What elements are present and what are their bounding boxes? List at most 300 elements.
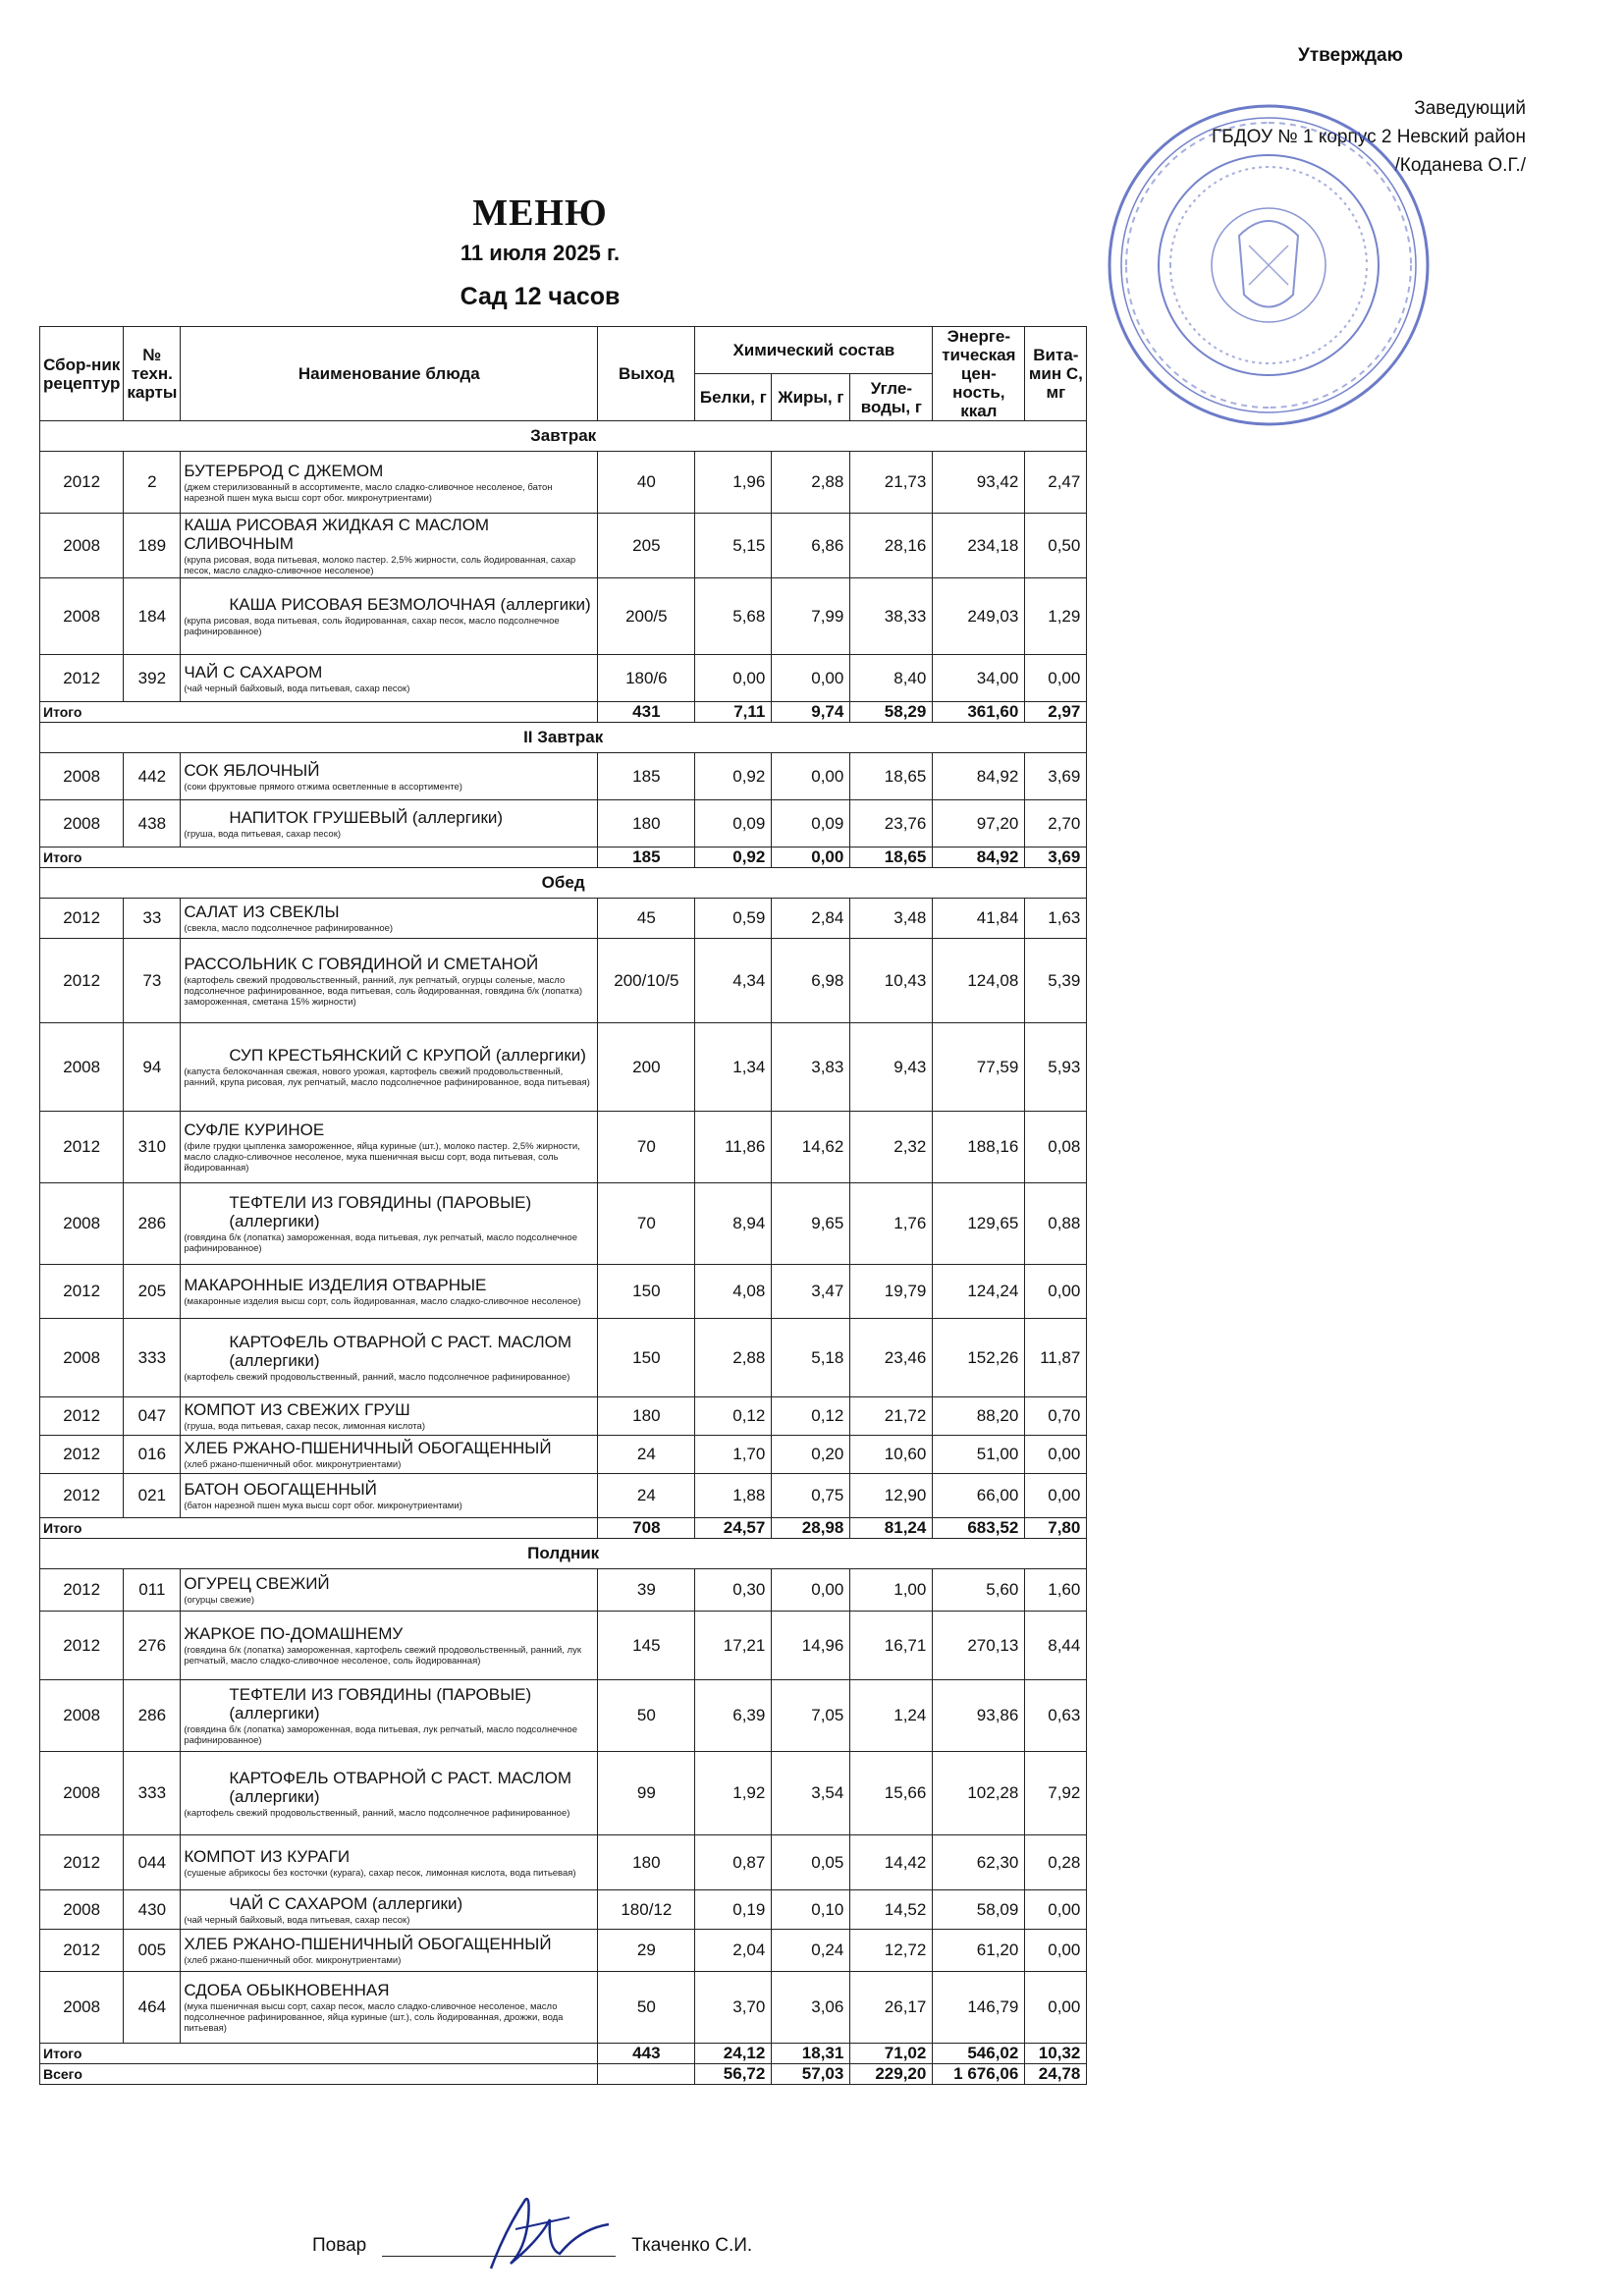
cell-collection: 2012 xyxy=(40,1436,124,1474)
section-title: Завтрак xyxy=(40,421,1087,452)
cell-output: 200/10/5 xyxy=(598,939,695,1023)
cell-dish xyxy=(181,1569,598,1612)
table-row xyxy=(40,514,1087,578)
cell-carbs: 28,16 xyxy=(850,514,933,578)
cell-carbs: 21,73 xyxy=(850,452,933,514)
table-row xyxy=(40,1972,1087,2044)
cell-fat: 2,88 xyxy=(772,452,850,514)
cell-vitamin-c: 0,00 xyxy=(1025,1930,1087,1972)
dish-name: СОК ЯБЛОЧНЫЙ xyxy=(184,760,320,780)
cell-dish xyxy=(181,655,598,702)
grand-total-fat: 57,03 xyxy=(772,2064,850,2085)
dish-ingredients: (капуста белокочанная свежая, нового урожая, картофель свежий продовольственный, ранний, крупа рисовая, лук репчатый, масло подсолнечное рафинированное, вода питьевая) xyxy=(184,1066,590,1088)
cell-carbs: 1,00 xyxy=(850,1569,933,1612)
cell-collection: 2008 xyxy=(40,1972,124,2044)
dish-ingredients: (говядина б/к (лопатка) замороженная, вода питьевая, лук репчатый, масло подсолнечное рафинированное) xyxy=(184,1232,577,1254)
cell-card: 442 xyxy=(124,753,181,800)
dish-ingredients: (говядина б/к (лопатка) замороженная, вода питьевая, лук репчатый, масло подсолнечное рафинированное) xyxy=(184,1724,577,1746)
cell-energy: 58,09 xyxy=(933,1890,1025,1930)
dish-name: ТЕФТЕЛИ ИЗ ГОВЯДИНЫ (ПАРОВЫЕ) (аллергики) xyxy=(229,1193,532,1230)
menu-table-body xyxy=(40,327,1087,2085)
cell-protein: 0,87 xyxy=(695,1835,772,1890)
cell-collection: 2008 xyxy=(40,1183,124,1265)
dish-name: КОМПОТ ИЗ КУРАГИ xyxy=(184,1846,351,1866)
section-title: Полдник xyxy=(40,1539,1087,1569)
cell-carbs: 12,90 xyxy=(850,1474,933,1518)
table-header-row xyxy=(40,327,1087,374)
cell-protein: 8,94 xyxy=(695,1183,772,1265)
cell-vitamin-c: 2,70 xyxy=(1025,800,1087,847)
cell-protein: 0,92 xyxy=(695,753,772,800)
cell-dish xyxy=(181,1680,598,1752)
cell-output: 24 xyxy=(598,1474,695,1518)
cell-vitamin-c: 0,00 xyxy=(1025,655,1087,702)
dish-ingredients: (сушеные абрикосы без косточки (курага), сахар песок, лимонная кислота, вода питьевая) xyxy=(184,1867,576,1879)
col-collection-header: Сбор-ник рецептур xyxy=(40,327,124,421)
menu-date: 11 июля 2025 г. xyxy=(460,241,621,265)
total-fat: 28,98 xyxy=(772,1518,850,1539)
cell-fat: 3,06 xyxy=(772,1972,850,2044)
total-protein: 24,12 xyxy=(695,2044,772,2064)
cell-output: 180 xyxy=(598,1835,695,1890)
cell-collection: 2008 xyxy=(40,1752,124,1835)
cell-fat: 0,10 xyxy=(772,1890,850,1930)
cell-vitamin-c: 0,00 xyxy=(1025,1436,1087,1474)
cell-dish xyxy=(181,1183,598,1265)
dish-ingredients: (груша, вода питьевая, сахар песок, лимонная кислота) xyxy=(184,1421,425,1432)
total-vitamin-c: 7,80 xyxy=(1025,1518,1087,1539)
section-header-row xyxy=(40,421,1087,452)
total-row xyxy=(40,847,1087,868)
dish-ingredients: (макаронные изделия высш сорт, соль йодированная, масло сладко-сливочное несоленое) xyxy=(184,1296,581,1307)
cell-vitamin-c: 1,63 xyxy=(1025,899,1087,939)
cell-fat: 3,47 xyxy=(772,1265,850,1319)
approve-label: Утверждаю xyxy=(1298,45,1403,66)
table-row xyxy=(40,1112,1087,1183)
cell-vitamin-c: 0,88 xyxy=(1025,1183,1087,1265)
table-row xyxy=(40,578,1087,655)
cell-card: 286 xyxy=(124,1680,181,1752)
cell-fat: 14,96 xyxy=(772,1612,850,1680)
dish-name: ХЛЕБ РЖАНО-ПШЕНИЧНЫЙ ОБОГАЩЕННЫЙ xyxy=(184,1439,552,1457)
grand-total-row xyxy=(40,2064,1087,2085)
cell-output: 40 xyxy=(598,452,695,514)
cell-energy: 249,03 xyxy=(933,578,1025,655)
cell-output: 24 xyxy=(598,1436,695,1474)
table-row xyxy=(40,1023,1087,1112)
cell-collection: 2008 xyxy=(40,578,124,655)
dish-name: ЧАЙ С САХАРОМ xyxy=(184,662,323,682)
cell-carbs: 1,24 xyxy=(850,1680,933,1752)
dish-name: ЧАЙ С САХАРОМ (аллергики) xyxy=(229,1893,463,1913)
col-card-header: № техн. карты xyxy=(124,327,181,421)
cell-carbs: 21,72 xyxy=(850,1397,933,1436)
table-row xyxy=(40,800,1087,847)
total-fat: 9,74 xyxy=(772,702,850,723)
total-protein: 7,11 xyxy=(695,702,772,723)
cell-vitamin-c: 5,39 xyxy=(1025,939,1087,1023)
total-protein: 0,92 xyxy=(695,847,772,868)
table-row xyxy=(40,655,1087,702)
handwritten-signature-image xyxy=(471,2190,619,2278)
total-carbs: 81,24 xyxy=(850,1518,933,1539)
cell-fat: 7,99 xyxy=(772,578,850,655)
cell-card: 73 xyxy=(124,939,181,1023)
cell-card: 286 xyxy=(124,1183,181,1265)
cell-collection: 2008 xyxy=(40,514,124,578)
total-label: Итого xyxy=(40,1518,598,1539)
dish-name: ТЕФТЕЛИ ИЗ ГОВЯДИНЫ (ПАРОВЫЕ) (аллергики) xyxy=(229,1685,532,1722)
cell-output: 99 xyxy=(598,1752,695,1835)
approver-name: /Коданева О.Г./ xyxy=(1394,155,1526,176)
cell-output: 39 xyxy=(598,1569,695,1612)
dish-ingredients: (картофель свежий продовольственный, ранний, лук репчатый, огурцы соленые, масло подсолнечное рафинированное, вода питьевая, соль йодированная, говядина б/к (лопатка) замороженная, сметана 15% жирности) xyxy=(184,974,583,1008)
dish-name: БАТОН ОБОГАЩЕННЫЙ xyxy=(184,1480,377,1499)
total-label: Итого xyxy=(40,702,598,723)
cell-energy: 5,60 xyxy=(933,1569,1025,1612)
section-header-row xyxy=(40,1539,1087,1569)
table-row xyxy=(40,1436,1087,1474)
cell-vitamin-c: 0,00 xyxy=(1025,1890,1087,1930)
total-row xyxy=(40,702,1087,723)
cell-fat: 0,00 xyxy=(772,655,850,702)
cell-card: 333 xyxy=(124,1319,181,1397)
cell-output: 180/6 xyxy=(598,655,695,702)
dish-name: КАРТОФЕЛЬ ОТВАРНОЙ С РАСТ. МАСЛОМ (аллергики) xyxy=(229,1333,572,1370)
cell-output: 50 xyxy=(598,1972,695,2044)
cell-carbs: 12,72 xyxy=(850,1930,933,1972)
cell-collection: 2012 xyxy=(40,1397,124,1436)
cell-fat: 5,18 xyxy=(772,1319,850,1397)
cell-output: 185 xyxy=(598,753,695,800)
total-row xyxy=(40,1518,1087,1539)
table-row xyxy=(40,1835,1087,1890)
col-chem-header: Химический состав xyxy=(695,327,933,374)
cell-vitamin-c: 11,87 xyxy=(1025,1319,1087,1397)
cell-protein: 17,21 xyxy=(695,1612,772,1680)
dish-ingredients: (свекла, масло подсолнечное рафинированное) xyxy=(184,923,394,934)
section-title: Обед xyxy=(40,868,1087,899)
cell-vitamin-c: 0,00 xyxy=(1025,1972,1087,2044)
cell-output: 70 xyxy=(598,1183,695,1265)
cell-carbs: 2,32 xyxy=(850,1112,933,1183)
table-row xyxy=(40,1183,1087,1265)
cell-dish xyxy=(181,1612,598,1680)
dish-ingredients: (огурцы свежие) xyxy=(184,1595,255,1606)
cell-energy: 124,24 xyxy=(933,1265,1025,1319)
dish-name: НАПИТОК ГРУШЕВЫЙ (аллергики) xyxy=(229,807,504,827)
dish-name: ОГУРЕЦ СВЕЖИЙ xyxy=(184,1574,330,1593)
col-name-header: Наименование блюда xyxy=(181,327,598,421)
grand-total-output xyxy=(598,2064,695,2085)
dish-name: СДОБА ОБЫКНОВЕННАЯ xyxy=(184,1981,390,1999)
cell-collection: 2012 xyxy=(40,452,124,514)
cell-carbs: 1,76 xyxy=(850,1183,933,1265)
cell-vitamin-c: 8,44 xyxy=(1025,1612,1087,1680)
cell-energy: 66,00 xyxy=(933,1474,1025,1518)
cell-protein: 0,12 xyxy=(695,1397,772,1436)
cell-energy: 102,28 xyxy=(933,1752,1025,1835)
cell-card: 333 xyxy=(124,1752,181,1835)
dish-name: МАКАРОННЫЕ ИЗДЕЛИЯ ОТВАРНЫЕ xyxy=(184,1276,487,1294)
cell-collection: 2012 xyxy=(40,1930,124,1972)
cell-vitamin-c: 0,70 xyxy=(1025,1397,1087,1436)
col-carb-header: Угле-воды, г xyxy=(850,374,933,421)
cell-dish xyxy=(181,1397,598,1436)
total-output: 708 xyxy=(598,1518,695,1539)
cell-collection: 2008 xyxy=(40,1023,124,1112)
cell-energy: 77,59 xyxy=(933,1023,1025,1112)
cell-fat: 6,98 xyxy=(772,939,850,1023)
cell-vitamin-c: 0,28 xyxy=(1025,1835,1087,1890)
cell-output: 180 xyxy=(598,800,695,847)
cell-protein: 4,08 xyxy=(695,1265,772,1319)
total-energy: 683,52 xyxy=(933,1518,1025,1539)
cell-protein: 11,86 xyxy=(695,1112,772,1183)
grand-total-carbs: 229,20 xyxy=(850,2064,933,2085)
cell-collection: 2008 xyxy=(40,1890,124,1930)
section-header-row xyxy=(40,868,1087,899)
cell-protein: 1,92 xyxy=(695,1752,772,1835)
grand-total-protein: 56,72 xyxy=(695,2064,772,2085)
cell-output: 145 xyxy=(598,1612,695,1680)
cell-dish xyxy=(181,1752,598,1835)
cell-card: 044 xyxy=(124,1835,181,1890)
cell-vitamin-c: 0,08 xyxy=(1025,1112,1087,1183)
cell-protein: 0,09 xyxy=(695,800,772,847)
cell-carbs: 18,65 xyxy=(850,753,933,800)
dish-name: БУТЕРБРОД С ДЖЕМОМ xyxy=(184,461,384,480)
cell-dish xyxy=(181,578,598,655)
cell-energy: 61,20 xyxy=(933,1930,1025,1972)
cell-dish xyxy=(181,753,598,800)
cell-vitamin-c: 3,69 xyxy=(1025,753,1087,800)
cell-fat: 0,24 xyxy=(772,1930,850,1972)
cell-vitamin-c: 5,93 xyxy=(1025,1023,1087,1112)
cell-collection: 2012 xyxy=(40,899,124,939)
cell-output: 180/12 xyxy=(598,1890,695,1930)
table-row xyxy=(40,899,1087,939)
cell-dish xyxy=(181,1265,598,1319)
total-vitamin-c: 2,97 xyxy=(1025,702,1087,723)
cell-carbs: 26,17 xyxy=(850,1972,933,2044)
cell-energy: 129,65 xyxy=(933,1183,1025,1265)
cell-fat: 0,12 xyxy=(772,1397,850,1436)
cell-protein: 0,30 xyxy=(695,1569,772,1612)
cell-dish xyxy=(181,1319,598,1397)
cell-card: 438 xyxy=(124,800,181,847)
cell-output: 29 xyxy=(598,1930,695,1972)
cell-collection: 2012 xyxy=(40,1835,124,1890)
cell-protein: 5,68 xyxy=(695,578,772,655)
total-energy: 84,92 xyxy=(933,847,1025,868)
dish-ingredients: (хлеб ржано-пшеничный обог. микронутриентами) xyxy=(184,1459,402,1470)
cell-carbs: 10,43 xyxy=(850,939,933,1023)
cell-vitamin-c: 0,00 xyxy=(1025,1265,1087,1319)
cell-card: 33 xyxy=(124,899,181,939)
total-label: Итого xyxy=(40,2044,598,2064)
total-output: 443 xyxy=(598,2044,695,2064)
dish-ingredients: (джем стерилизованный в ассортименте, масло сладко-сливочное несоленое, батон нарезной пшен мука высш сорт обог. микронутриентами) xyxy=(184,481,553,504)
cell-energy: 188,16 xyxy=(933,1112,1025,1183)
table-row xyxy=(40,452,1087,514)
cell-carbs: 9,43 xyxy=(850,1023,933,1112)
cell-protein: 0,00 xyxy=(695,655,772,702)
cell-fat: 0,05 xyxy=(772,1835,850,1890)
table-row xyxy=(40,753,1087,800)
total-carbs: 58,29 xyxy=(850,702,933,723)
cell-carbs: 14,52 xyxy=(850,1890,933,1930)
official-stamp-image xyxy=(1102,98,1435,432)
cell-card: 005 xyxy=(124,1930,181,1972)
cell-card: 430 xyxy=(124,1890,181,1930)
cell-dish xyxy=(181,899,598,939)
table-row xyxy=(40,1680,1087,1752)
dish-ingredients: (крупа рисовая, вода питьевая, соль йодированная, сахар песок, масло подсолнечное рафинированное) xyxy=(184,616,560,637)
cook-label: Повар xyxy=(312,2235,367,2256)
cell-fat: 7,05 xyxy=(772,1680,850,1752)
cell-protein: 1,34 xyxy=(695,1023,772,1112)
cell-card: 94 xyxy=(124,1023,181,1112)
dish-name: ХЛЕБ РЖАНО-ПШЕНИЧНЫЙ ОБОГАЩЕННЫЙ xyxy=(184,1935,552,1953)
dish-name: САЛАТ ИЗ СВЕКЛЫ xyxy=(184,902,340,921)
page-title: МЕНЮ xyxy=(472,192,608,234)
cell-fat: 14,62 xyxy=(772,1112,850,1183)
cell-card: 464 xyxy=(124,1972,181,2044)
cell-output: 150 xyxy=(598,1319,695,1397)
table-row xyxy=(40,939,1087,1023)
cook-name: Ткаченко С.И. xyxy=(631,2235,753,2256)
table-row xyxy=(40,1397,1087,1436)
table-row xyxy=(40,1752,1087,1835)
cell-fat: 2,84 xyxy=(772,899,850,939)
col-protein-header: Белки, г xyxy=(695,374,772,421)
cell-fat: 3,83 xyxy=(772,1023,850,1112)
cell-output: 200/5 xyxy=(598,578,695,655)
cell-dish xyxy=(181,1972,598,2044)
cell-dish xyxy=(181,514,598,578)
cell-energy: 41,84 xyxy=(933,899,1025,939)
dish-name: КАША РИСОВАЯ БЕЗМОЛОЧНАЯ (аллергики) xyxy=(229,595,591,614)
total-carbs: 18,65 xyxy=(850,847,933,868)
cell-dish xyxy=(181,1835,598,1890)
cell-carbs: 15,66 xyxy=(850,1752,933,1835)
dish-ingredients: (говядина б/к (лопатка) замороженная, картофель свежий продовольственный, ранний, лук репчатый, масло сладко-сливочное несоленое, соль йодированная) xyxy=(184,1645,582,1667)
cell-energy: 84,92 xyxy=(933,753,1025,800)
cell-fat: 0,09 xyxy=(772,800,850,847)
dish-ingredients: (батон нарезной пшен мука высш сорт обог. микронутриентами) xyxy=(184,1501,462,1511)
cell-energy: 93,86 xyxy=(933,1680,1025,1752)
cell-dish xyxy=(181,1930,598,1972)
cell-carbs: 19,79 xyxy=(850,1265,933,1319)
cell-output: 150 xyxy=(598,1265,695,1319)
total-carbs: 71,02 xyxy=(850,2044,933,2064)
section-title: II Завтрак xyxy=(40,723,1087,753)
total-output: 185 xyxy=(598,847,695,868)
dish-name: КАША РИСОВАЯ ЖИДКАЯ С МАСЛОМ СЛИВОЧНЫМ xyxy=(184,515,490,553)
cell-vitamin-c: 0,50 xyxy=(1025,514,1087,578)
cell-carbs: 16,71 xyxy=(850,1612,933,1680)
cell-collection: 2012 xyxy=(40,939,124,1023)
total-label: Итого xyxy=(40,847,598,868)
dish-name: СУП КРЕСТЬЯНСКИЙ С КРУПОЙ (аллергики) xyxy=(229,1046,586,1065)
cell-energy: 62,30 xyxy=(933,1835,1025,1890)
cell-carbs: 23,46 xyxy=(850,1319,933,1397)
cell-carbs: 8,40 xyxy=(850,655,933,702)
cell-collection: 2012 xyxy=(40,1265,124,1319)
cell-dish xyxy=(181,939,598,1023)
dish-ingredients: (груша, вода питьевая, сахар песок) xyxy=(184,828,342,840)
cell-output: 200 xyxy=(598,1023,695,1112)
cell-energy: 124,08 xyxy=(933,939,1025,1023)
dish-name: РАССОЛЬНИК С ГОВЯДИНОЙ И СМЕТАНОЙ xyxy=(184,954,539,973)
table-row xyxy=(40,1612,1087,1680)
cell-card: 011 xyxy=(124,1569,181,1612)
cell-card: 184 xyxy=(124,578,181,655)
cell-fat: 0,00 xyxy=(772,753,850,800)
cell-card: 021 xyxy=(124,1474,181,1518)
cell-vitamin-c: 2,47 xyxy=(1025,452,1087,514)
cell-energy: 93,42 xyxy=(933,452,1025,514)
cell-energy: 270,13 xyxy=(933,1612,1025,1680)
menu-table xyxy=(39,326,1087,2085)
dish-ingredients: (соки фруктовые прямого отжима осветленные в ассортименте) xyxy=(184,781,462,793)
cell-fat: 9,65 xyxy=(772,1183,850,1265)
total-vitamin-c: 3,69 xyxy=(1025,847,1087,868)
cell-fat: 0,20 xyxy=(772,1436,850,1474)
cell-carbs: 14,42 xyxy=(850,1835,933,1890)
total-row xyxy=(40,2044,1087,2064)
dish-ingredients: (картофель свежий продовольственный, ранний, масло подсолнечное рафинированное) xyxy=(184,1807,570,1819)
cell-collection: 2008 xyxy=(40,753,124,800)
table-row xyxy=(40,1265,1087,1319)
cell-energy: 234,18 xyxy=(933,514,1025,578)
col-fat-header: Жиры, г xyxy=(772,374,850,421)
cell-output: 205 xyxy=(598,514,695,578)
dish-name: СУФЛЕ КУРИНОЕ xyxy=(184,1121,325,1139)
grand-total-vitamin-c: 24,78 xyxy=(1025,2064,1087,2085)
approver-position: Заведующий xyxy=(1414,98,1526,119)
cell-dish xyxy=(181,452,598,514)
cell-carbs: 3,48 xyxy=(850,899,933,939)
cell-protein: 3,70 xyxy=(695,1972,772,2044)
cell-vitamin-c: 1,60 xyxy=(1025,1569,1087,1612)
cell-protein: 4,34 xyxy=(695,939,772,1023)
cell-collection: 2008 xyxy=(40,1319,124,1397)
total-energy: 361,60 xyxy=(933,702,1025,723)
cell-collection: 2012 xyxy=(40,1474,124,1518)
cell-energy: 88,20 xyxy=(933,1397,1025,1436)
table-row xyxy=(40,1890,1087,1930)
total-fat: 18,31 xyxy=(772,2044,850,2064)
cell-protein: 5,15 xyxy=(695,514,772,578)
cell-card: 276 xyxy=(124,1612,181,1680)
approver-org: ГБДОУ № 1 корпус 2 Невский район xyxy=(1212,127,1526,147)
cell-card: 392 xyxy=(124,655,181,702)
cell-protein: 1,96 xyxy=(695,452,772,514)
dish-ingredients: (чай черный байховый, вода питьевая, сахар песок) xyxy=(184,1914,410,1926)
total-vitamin-c: 10,32 xyxy=(1025,2044,1087,2064)
cell-fat: 3,54 xyxy=(772,1752,850,1835)
dish-name: КОМПОТ ИЗ СВЕЖИХ ГРУШ xyxy=(184,1400,410,1419)
col-output-header: Выход xyxy=(598,327,695,421)
cell-protein: 0,59 xyxy=(695,899,772,939)
dish-ingredients: (филе грудки цыпленка замороженное, яйца куриные (шт.), молоко пастер. 2,5% жирности, масло сладко-сливочное несоленое, мука пшеничная высш сорт, вода питьевая, соль йодированная) xyxy=(184,1141,580,1174)
cell-carbs: 10,60 xyxy=(850,1436,933,1474)
dish-ingredients: (чай черный байховый, вода питьевая, сахар песок) xyxy=(184,683,410,694)
cell-output: 70 xyxy=(598,1112,695,1183)
cell-dish xyxy=(181,1112,598,1183)
